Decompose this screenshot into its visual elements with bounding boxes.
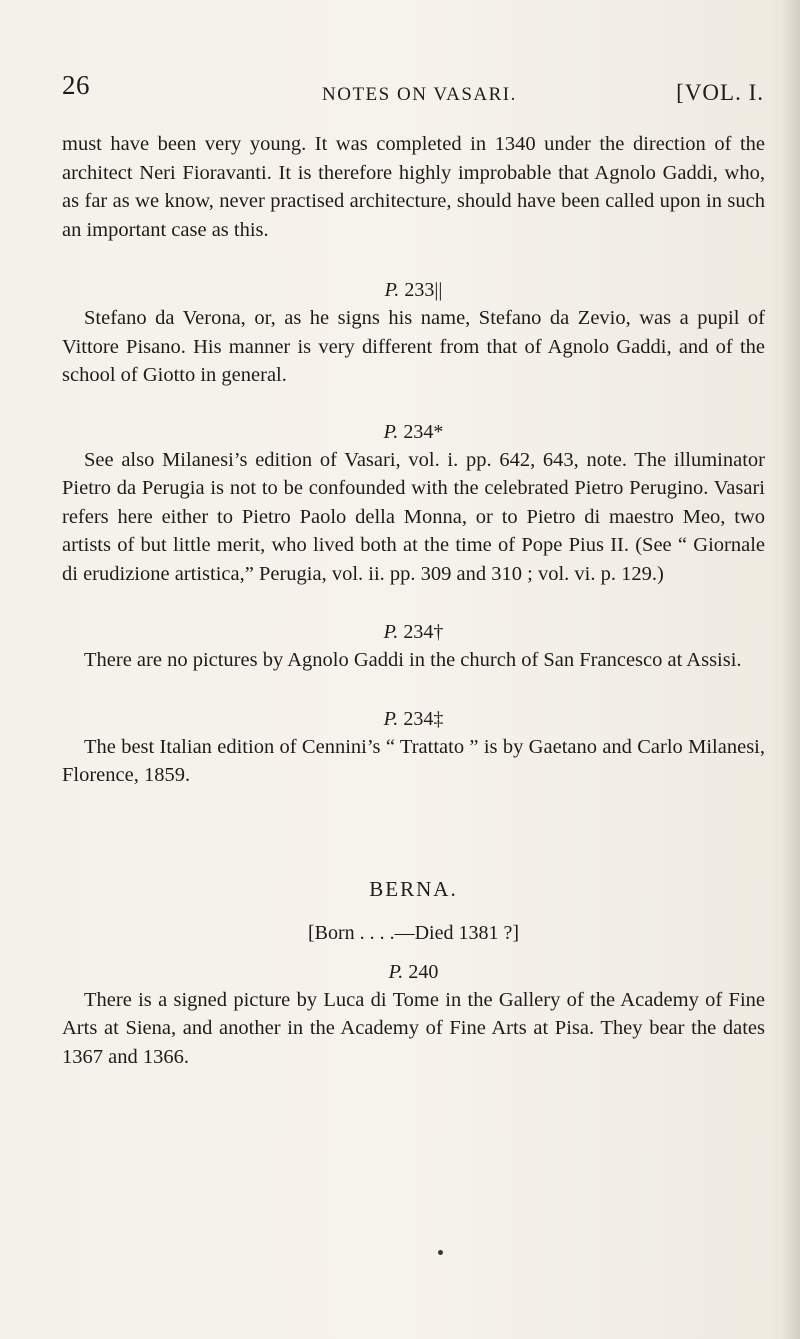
page-number: 26: [62, 70, 90, 100]
note-reference-240: [62, 958, 765, 986]
note-paragraph-234b: There are no pictures by Agnolo Gaddi in the church of San Francesco at Assisi.: [84, 649, 742, 671]
note-ref-prefix: P.: [384, 279, 400, 301]
note-ref-number: 234†: [403, 621, 444, 643]
note-paragraph-233: Stefano da Verona, or, as he signs his name, Stefano da Zevio, was a pupil of Vittore Pisano. His manner is very different from that of Agnolo Gaddi, and of the school of Giotto in general.: [62, 307, 765, 386]
note-ref-prefix: P.: [388, 960, 404, 983]
page-edge-shadow: [782, 0, 800, 1339]
note-reference-233: [62, 276, 765, 304]
page-body: [62, 130, 765, 1071]
note-ref-prefix: P.: [383, 707, 399, 730]
note-reference-234c: [62, 705, 765, 733]
note-ref-prefix: P.: [383, 420, 399, 443]
note-ref-number: 233||: [404, 279, 443, 301]
note-ref-number: 234‡: [403, 707, 444, 730]
page-header: [62, 72, 764, 112]
note-ref-number: 234*: [403, 420, 444, 443]
paragraph-continuation: must have been very young. It was completed in 1340 under the direction of the architect Neri Fioravanti. It is therefore highly improbable that Agnolo Gaddi, who, as far as we know, never practised architecture, should have been called upon in such an important case as this.: [62, 133, 765, 241]
volume-label: [VOL. I.: [676, 80, 764, 105]
ink-speck: [438, 1250, 443, 1255]
note-ref-number: 240: [408, 960, 439, 983]
note-paragraph-240: There is a signed picture by Luca di Tome in the Gallery of the Academy of Fine Arts at Siena, and another in the Academy of Fine Arts at Pisa. They bear the dates 1367 and 1366.: [62, 988, 765, 1068]
note-paragraph-234c: The best Italian edition of Cennini’s “ Trattato ” is by Gaetano and Carlo Milanesi, Florence, 1859.: [62, 735, 765, 786]
note-paragraph-234a: See also Milanesi’s edition of Vasari, vol. i. pp. 642, 643, note. The illuminator Pietro da Perugia is not to be confounded with the celebrated Pietro Perugino. Vasari refers here either to Pietro Paolo della Monna, or to Pietro di maestro Meo, two artists of but little merit, who lived both at the time of Pope Pius II. (See “ Giornale di erudizione artistica,” Perugia, vol. ii. pp. 309 and 310 ; vol. vi. p. 129.): [62, 448, 765, 585]
section-title: BERNA.: [369, 876, 458, 901]
note-reference-234b: [62, 618, 765, 646]
note-reference-234a: [62, 418, 765, 446]
running-title: NOTES ON VASARI.: [322, 84, 517, 105]
note-ref-prefix: P.: [383, 621, 399, 643]
section-dates: [Born . . . .—Died 1381 ?]: [307, 921, 520, 944]
